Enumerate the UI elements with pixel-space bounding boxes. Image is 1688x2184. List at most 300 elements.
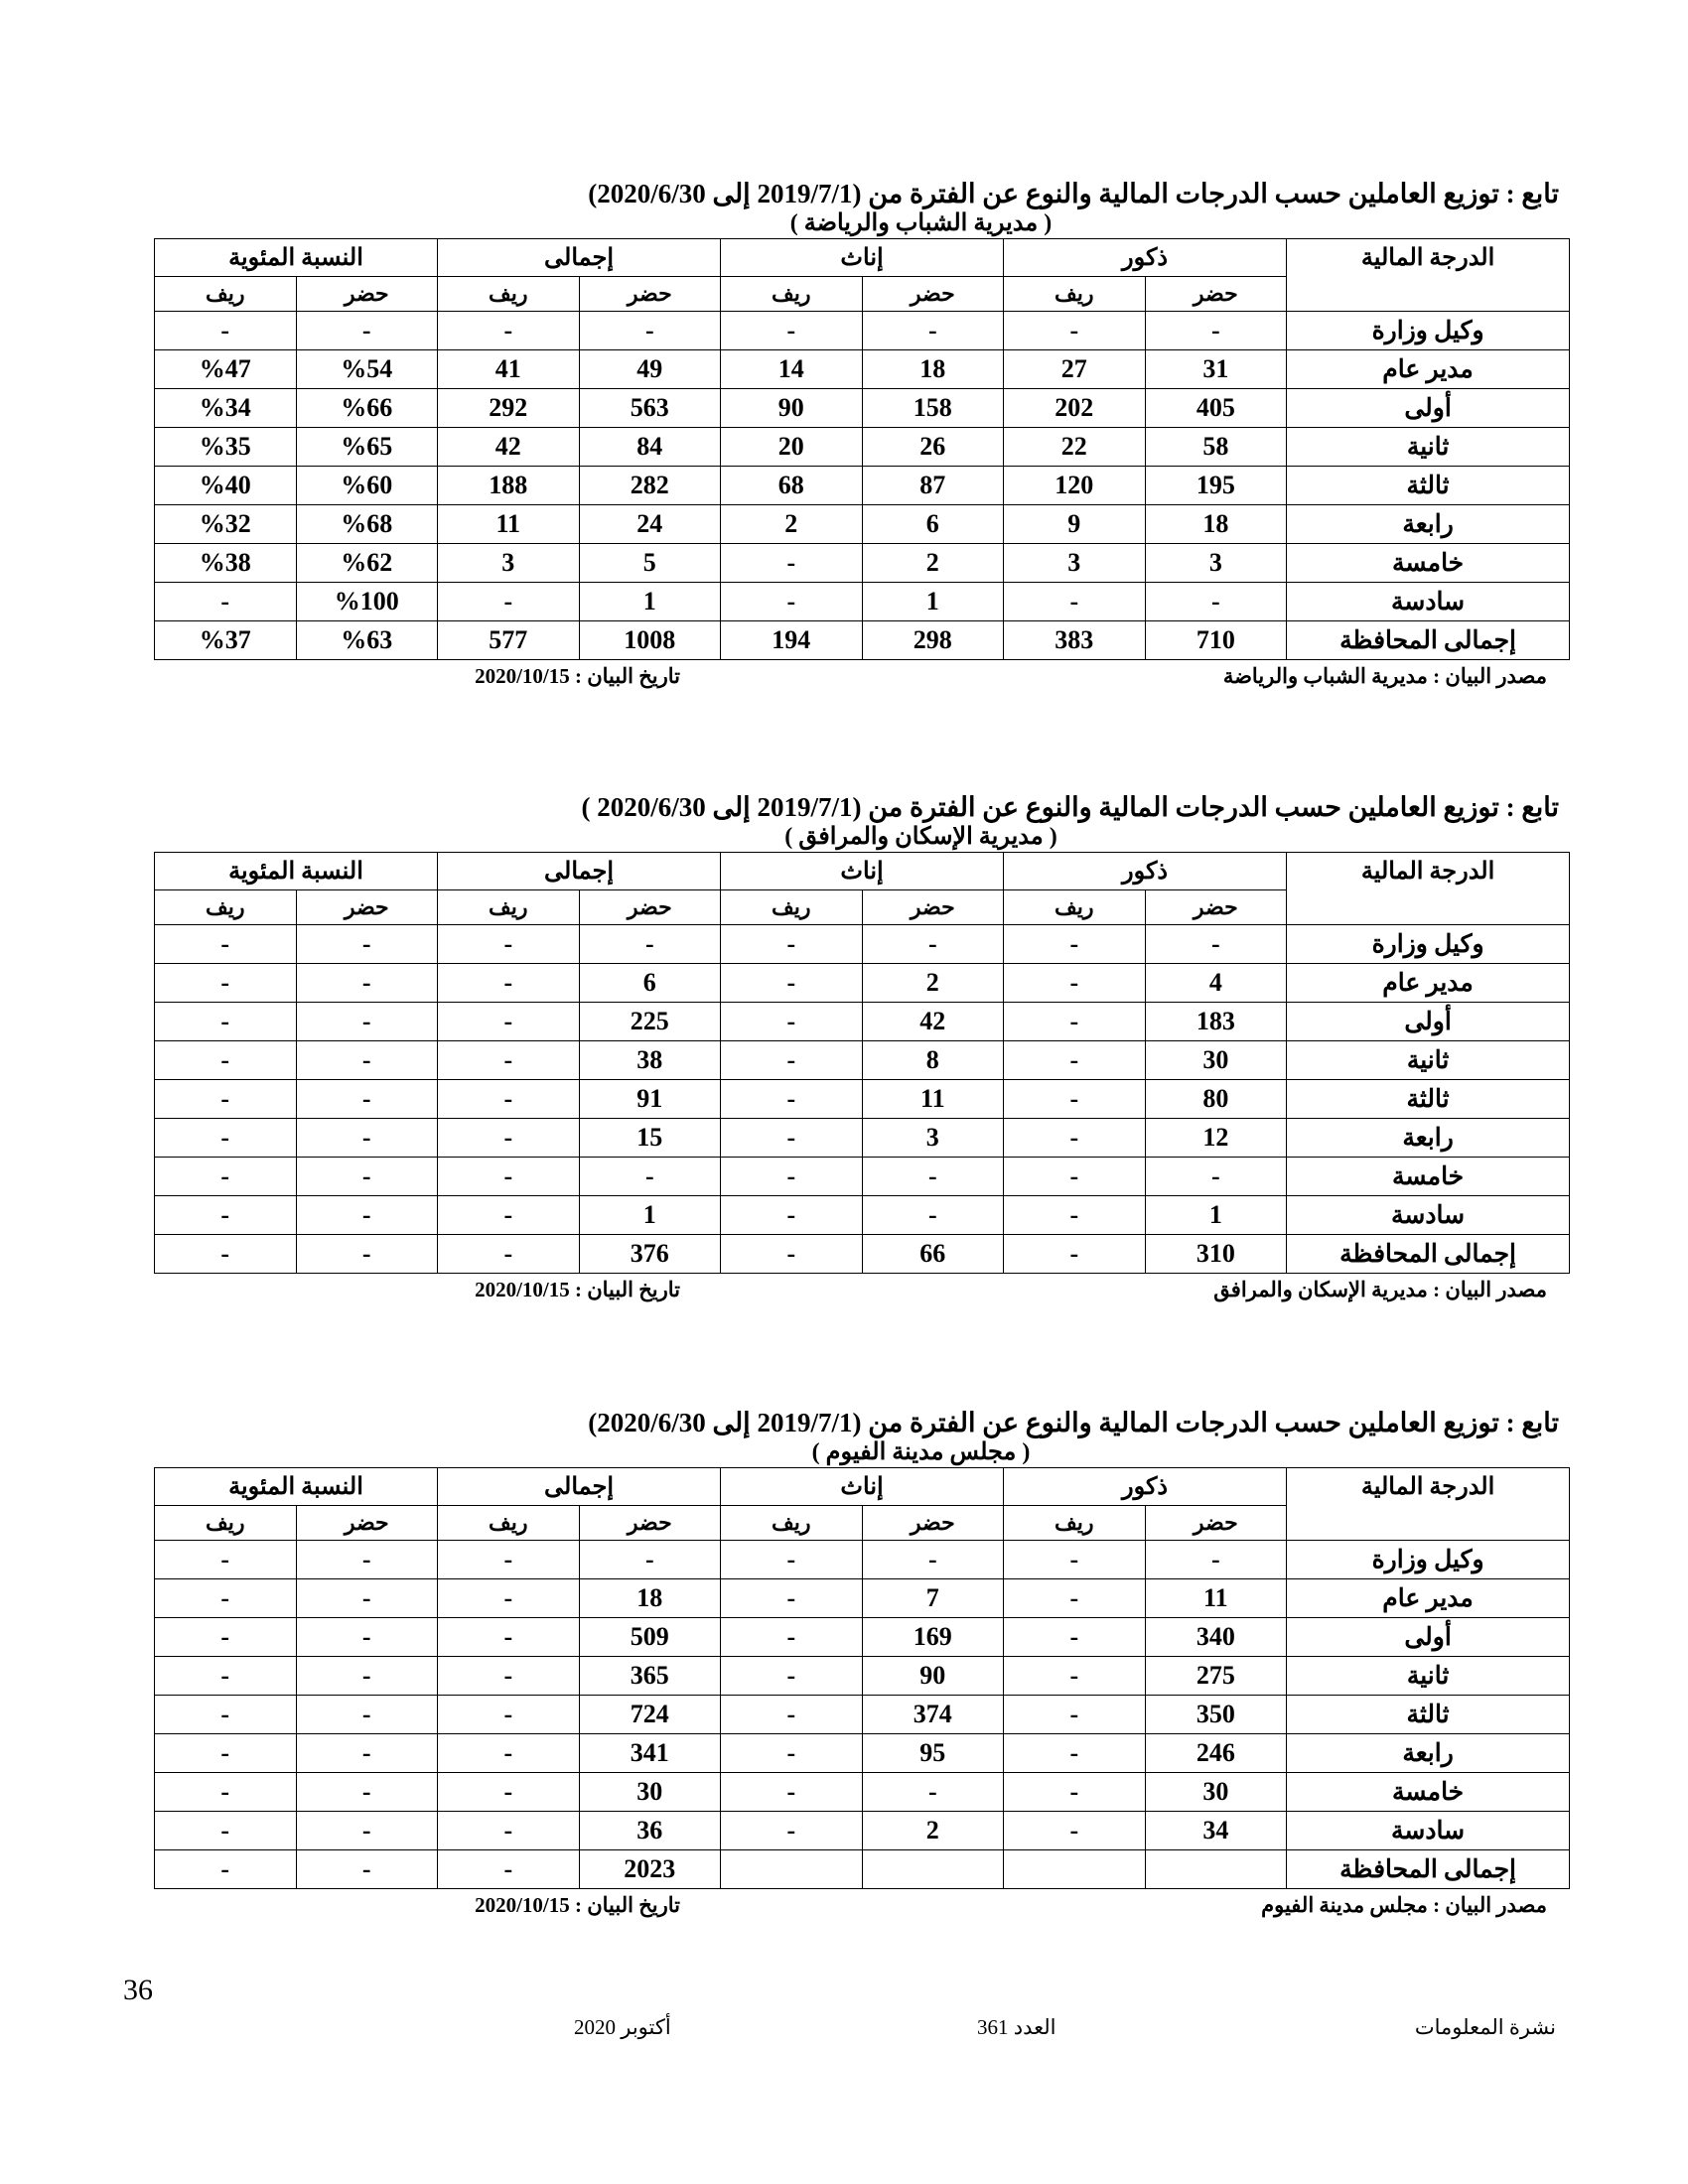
value-cell (862, 1850, 1004, 1889)
header-urban: حضر (579, 1506, 721, 1541)
value-cell: - (296, 1734, 438, 1773)
value-cell: - (721, 1734, 863, 1773)
value-cell: - (1004, 1734, 1146, 1773)
value-cell (721, 1850, 863, 1889)
footer-publication: نشرة المعلومات (1414, 2015, 1556, 2039)
grade-cell: سادسة (1287, 1196, 1570, 1235)
value-cell: 3 (1145, 544, 1287, 583)
grade-cell: ثانية (1287, 1657, 1570, 1696)
value-cell: - (296, 1850, 438, 1889)
page-number: 36 (123, 1974, 153, 2006)
value-cell: - (1145, 925, 1287, 964)
value-cell: %40 (155, 467, 297, 505)
header-females: إناث (721, 239, 1004, 277)
value-cell: - (155, 1850, 297, 1889)
value-cell: - (296, 1158, 438, 1196)
value-cell: - (438, 1235, 580, 1274)
table-row (155, 467, 1570, 505)
value-cell: - (438, 1618, 580, 1657)
value-cell: - (296, 1579, 438, 1618)
value-cell: 5 (579, 544, 721, 583)
value-cell: - (721, 1657, 863, 1696)
value-cell: 195 (1145, 467, 1287, 505)
value-cell: 405 (1145, 389, 1287, 428)
table-row (155, 1657, 1570, 1696)
value-cell: - (721, 925, 863, 964)
value-cell: - (721, 1003, 863, 1041)
value-cell: - (1004, 1541, 1146, 1579)
value-cell: 80 (1145, 1080, 1287, 1119)
value-cell: - (155, 1696, 297, 1734)
header-rural: ريف (721, 1506, 863, 1541)
header-males: ذكور (1004, 853, 1287, 890)
table-row (155, 1235, 1570, 1274)
grade-cell: مدير عام (1287, 1579, 1570, 1618)
grade-cell: ثالثة (1287, 1080, 1570, 1119)
grade-cell: مدير عام (1287, 350, 1570, 389)
value-cell: - (721, 1041, 863, 1080)
header-rural: ريف (438, 1506, 580, 1541)
grade-cell: سادسة (1287, 583, 1570, 621)
table-row (155, 312, 1570, 350)
value-cell: - (296, 1003, 438, 1041)
value-cell: 202 (1004, 389, 1146, 428)
value-cell: - (721, 1579, 863, 1618)
value-cell: - (1004, 1579, 1146, 1618)
value-cell: 376 (579, 1235, 721, 1274)
table-row (155, 925, 1570, 964)
value-cell: %63 (296, 621, 438, 660)
value-cell: 22 (1004, 428, 1146, 467)
header-grade: الدرجة المالية (1287, 853, 1570, 925)
value-cell: - (296, 1235, 438, 1274)
value-cell: 15 (579, 1119, 721, 1158)
value-cell: 341 (579, 1734, 721, 1773)
grade-cell: خامسة (1287, 1773, 1570, 1812)
header-urban: حضر (1145, 277, 1287, 312)
data-table (154, 852, 1570, 1274)
value-cell: 49 (579, 350, 721, 389)
value-cell: - (155, 583, 297, 621)
value-cell: 2 (862, 964, 1004, 1003)
header-males: ذكور (1004, 239, 1287, 277)
grade-cell: مدير عام (1287, 964, 1570, 1003)
footer-month: أكتوبر 2020 (574, 2015, 671, 2039)
table-row (155, 389, 1570, 428)
value-cell: %38 (155, 544, 297, 583)
value-cell: 20 (721, 428, 863, 467)
value-cell: %37 (155, 621, 297, 660)
value-cell: - (438, 1773, 580, 1812)
value-cell: - (721, 544, 863, 583)
data-date: تاريخ البيان : 2020/10/15 (475, 1893, 680, 1917)
value-cell: - (438, 1196, 580, 1235)
header-females: إناث (721, 1468, 1004, 1506)
value-cell: - (296, 1080, 438, 1119)
value-cell: - (1004, 1657, 1146, 1696)
value-cell: 225 (579, 1003, 721, 1041)
value-cell: 18 (579, 1579, 721, 1618)
header-rural: ريف (1004, 277, 1146, 312)
value-cell: 91 (579, 1080, 721, 1119)
value-cell: %60 (296, 467, 438, 505)
value-cell: 66 (862, 1235, 1004, 1274)
value-cell: - (296, 1196, 438, 1235)
value-cell: - (155, 925, 297, 964)
value-cell: 7 (862, 1579, 1004, 1618)
data-source: مصدر البيان : مجلس مدينة الفيوم (1261, 1893, 1547, 1917)
value-cell: 1 (579, 1196, 721, 1235)
value-cell: %100 (296, 583, 438, 621)
value-cell: - (438, 1734, 580, 1773)
header-rural: ريف (721, 277, 863, 312)
value-cell: - (721, 1618, 863, 1657)
table-row (155, 621, 1570, 660)
header-urban: حضر (862, 277, 1004, 312)
table-footer (154, 1274, 1569, 1307)
value-cell: - (296, 1041, 438, 1080)
value-cell: - (438, 1003, 580, 1041)
grade-cell: إجمالى المحافظة (1287, 1850, 1570, 1889)
table-row (155, 350, 1570, 389)
value-cell: - (862, 1541, 1004, 1579)
value-cell: - (438, 1657, 580, 1696)
value-cell: 90 (862, 1657, 1004, 1696)
value-cell: 3 (1004, 544, 1146, 583)
grade-cell: رابعة (1287, 505, 1570, 544)
value-cell: %66 (296, 389, 438, 428)
value-cell: - (1145, 1158, 1287, 1196)
value-cell: 282 (579, 467, 721, 505)
value-cell: - (721, 1196, 863, 1235)
value-cell: 9 (1004, 505, 1146, 544)
value-cell: - (155, 1773, 297, 1812)
value-cell: 31 (1145, 350, 1287, 389)
value-cell: - (1004, 1696, 1146, 1734)
value-cell: - (155, 964, 297, 1003)
table-row (155, 1773, 1570, 1812)
table-row (155, 1158, 1570, 1196)
value-cell: 12 (1145, 1119, 1287, 1158)
value-cell: - (296, 964, 438, 1003)
value-cell: - (155, 1812, 297, 1850)
value-cell: 383 (1004, 621, 1146, 660)
value-cell: - (721, 1158, 863, 1196)
value-cell: - (296, 1119, 438, 1158)
grade-cell: أولى (1287, 1003, 1570, 1041)
value-cell: - (155, 1080, 297, 1119)
value-cell: 18 (862, 350, 1004, 389)
header-males: ذكور (1004, 1468, 1287, 1506)
value-cell: - (721, 964, 863, 1003)
table-subtitle: ( مديرية الشباب والرياضة ) (789, 210, 1053, 236)
table-section-youth-sports (154, 177, 1569, 694)
value-cell: 41 (438, 350, 580, 389)
value-cell: - (1004, 1773, 1146, 1812)
value-cell: - (862, 1196, 1004, 1235)
value-cell: 42 (862, 1003, 1004, 1041)
value-cell: - (1004, 1080, 1146, 1119)
header-rural: ريف (155, 277, 297, 312)
header-grade: الدرجة المالية (1287, 1468, 1570, 1541)
value-cell: 340 (1145, 1618, 1287, 1657)
value-cell: - (155, 1235, 297, 1274)
value-cell (1145, 1850, 1287, 1889)
value-cell: - (1145, 583, 1287, 621)
value-cell: 34 (1145, 1812, 1287, 1850)
value-cell: 30 (579, 1773, 721, 1812)
header-urban: حضر (579, 890, 721, 925)
table-row (155, 583, 1570, 621)
grade-cell: إجمالى المحافظة (1287, 1235, 1570, 1274)
value-cell: - (438, 583, 580, 621)
table-row (155, 964, 1570, 1003)
value-cell: 2 (862, 544, 1004, 583)
grade-cell: خامسة (1287, 544, 1570, 583)
value-cell: - (721, 1080, 863, 1119)
value-cell: - (296, 1618, 438, 1657)
grade-cell: رابعة (1287, 1734, 1570, 1773)
data-source: مصدر البيان : مديرية الشباب والرياضة (1222, 664, 1547, 688)
value-cell: 3 (438, 544, 580, 583)
value-cell: - (1004, 1196, 1146, 1235)
grade-cell: أولى (1287, 389, 1570, 428)
value-cell: - (296, 925, 438, 964)
value-cell: 11 (862, 1080, 1004, 1119)
header-urban: حضر (296, 277, 438, 312)
table-subtitle: ( مديرية الإسكان والمرافق ) (784, 824, 1057, 850)
value-cell: - (1004, 925, 1146, 964)
value-cell: 24 (579, 505, 721, 544)
table-row (155, 1003, 1570, 1041)
value-cell: 158 (862, 389, 1004, 428)
header-rural: ريف (1004, 1506, 1146, 1541)
grade-cell: رابعة (1287, 1119, 1570, 1158)
header-urban: حضر (1145, 890, 1287, 925)
table-title: تابع : توزيع العاملين حسب الدرجات المالية والنوع عن الفترة من (2019/7/1 إلى 2020/6/30 ) (581, 792, 1559, 822)
header-rural: ريف (721, 890, 863, 925)
value-cell: 95 (862, 1734, 1004, 1773)
table-row (155, 505, 1570, 544)
table-section-fayoum-city-council (154, 1406, 1569, 1923)
value-cell: - (438, 1850, 580, 1889)
grade-cell: ثانية (1287, 1041, 1570, 1080)
value-cell: - (862, 925, 1004, 964)
value-cell: 6 (862, 505, 1004, 544)
value-cell: 292 (438, 389, 580, 428)
value-cell: 8 (862, 1041, 1004, 1080)
value-cell: - (1004, 1158, 1146, 1196)
value-cell: %54 (296, 350, 438, 389)
value-cell: 1 (862, 583, 1004, 621)
grade-cell: ثالثة (1287, 1696, 1570, 1734)
value-cell: - (438, 1158, 580, 1196)
value-cell: %47 (155, 350, 297, 389)
table-row (155, 1080, 1570, 1119)
value-cell: 11 (438, 505, 580, 544)
table-row (155, 1196, 1570, 1235)
value-cell: - (155, 1618, 297, 1657)
grade-cell: أولى (1287, 1618, 1570, 1657)
value-cell: - (579, 312, 721, 350)
value-cell: - (155, 1657, 297, 1696)
value-cell: - (438, 1119, 580, 1158)
header-urban: حضر (1145, 1506, 1287, 1541)
table-row (155, 1618, 1570, 1657)
header-percent: النسبة المئوية (155, 239, 438, 277)
header-total: إجمالى (438, 1468, 721, 1506)
footer-issue: العدد 361 (977, 2015, 1056, 2039)
table-footer (154, 1889, 1569, 1923)
value-cell: 169 (862, 1618, 1004, 1657)
value-cell: 1008 (579, 621, 721, 660)
table-row (155, 1812, 1570, 1850)
value-cell: 4 (1145, 964, 1287, 1003)
value-cell: - (155, 1003, 297, 1041)
value-cell: %65 (296, 428, 438, 467)
header-urban: حضر (296, 890, 438, 925)
table-row (155, 1696, 1570, 1734)
value-cell: 2 (862, 1812, 1004, 1850)
grade-cell: سادسة (1287, 1812, 1570, 1850)
grade-cell: إجمالى المحافظة (1287, 621, 1570, 660)
value-cell: - (579, 1541, 721, 1579)
value-cell: - (296, 1657, 438, 1696)
value-cell: - (862, 1773, 1004, 1812)
value-cell: 710 (1145, 621, 1287, 660)
value-cell: - (438, 1812, 580, 1850)
value-cell: - (155, 1579, 297, 1618)
value-cell: 18 (1145, 505, 1287, 544)
data-table (154, 1467, 1570, 1889)
value-cell: - (1145, 312, 1287, 350)
grade-cell: ثانية (1287, 428, 1570, 467)
value-cell: 2 (721, 505, 863, 544)
header-rural: ريف (155, 1506, 297, 1541)
value-cell: - (296, 1773, 438, 1812)
value-cell: - (155, 1541, 297, 1579)
value-cell: - (579, 925, 721, 964)
value-cell: 2023 (579, 1850, 721, 1889)
value-cell: - (438, 1541, 580, 1579)
value-cell: 374 (862, 1696, 1004, 1734)
header-percent: النسبة المئوية (155, 853, 438, 890)
header-rural: ريف (155, 890, 297, 925)
value-cell: - (438, 964, 580, 1003)
value-cell: - (296, 1812, 438, 1850)
value-cell: 194 (721, 621, 863, 660)
value-cell: 26 (862, 428, 1004, 467)
value-cell: 1 (1145, 1196, 1287, 1235)
value-cell: 36 (579, 1812, 721, 1850)
value-cell: - (1004, 312, 1146, 350)
grade-cell: ثالثة (1287, 467, 1570, 505)
value-cell: 30 (1145, 1773, 1287, 1812)
value-cell: 58 (1145, 428, 1287, 467)
value-cell: - (155, 1734, 297, 1773)
value-cell: - (438, 1041, 580, 1080)
table-row (155, 544, 1570, 583)
value-cell: - (1145, 1541, 1287, 1579)
table-row (155, 428, 1570, 467)
value-cell: - (1004, 964, 1146, 1003)
value-cell: - (438, 1696, 580, 1734)
value-cell: 27 (1004, 350, 1146, 389)
value-cell: - (721, 1541, 863, 1579)
table-row (155, 1850, 1570, 1889)
header-grade: الدرجة المالية (1287, 239, 1570, 312)
value-cell: 577 (438, 621, 580, 660)
value-cell: - (721, 312, 863, 350)
value-cell: - (155, 1158, 297, 1196)
header-total: إجمالى (438, 853, 721, 890)
value-cell: 1 (579, 583, 721, 621)
value-cell: - (721, 1119, 863, 1158)
value-cell: 246 (1145, 1734, 1287, 1773)
table-title: تابع : توزيع العاملين حسب الدرجات المالية والنوع عن الفترة من (2019/7/1 إلى 2020/6/30) (588, 179, 1559, 208)
value-cell: %62 (296, 544, 438, 583)
value-cell: 14 (721, 350, 863, 389)
value-cell: 3 (862, 1119, 1004, 1158)
value-cell: - (296, 1696, 438, 1734)
grade-cell: خامسة (1287, 1158, 1570, 1196)
value-cell: 11 (1145, 1579, 1287, 1618)
grade-cell: وكيل وزارة (1287, 925, 1570, 964)
value-cell: - (1004, 1235, 1146, 1274)
value-cell: 724 (579, 1696, 721, 1734)
header-rural: ريف (438, 277, 580, 312)
value-cell: 6 (579, 964, 721, 1003)
value-cell: 120 (1004, 467, 1146, 505)
value-cell: - (438, 925, 580, 964)
header-urban: حضر (862, 1506, 1004, 1541)
header-percent: النسبة المئوية (155, 1468, 438, 1506)
value-cell: - (721, 583, 863, 621)
header-total: إجمالى (438, 239, 721, 277)
value-cell: - (1004, 1119, 1146, 1158)
header-rural: ريف (438, 890, 580, 925)
header-rural: ريف (1004, 890, 1146, 925)
value-cell: 365 (579, 1657, 721, 1696)
table-row (155, 1119, 1570, 1158)
value-cell: %34 (155, 389, 297, 428)
value-cell: 298 (862, 621, 1004, 660)
value-cell: - (155, 1196, 297, 1235)
value-cell: - (721, 1696, 863, 1734)
value-cell: 509 (579, 1618, 721, 1657)
header-urban: حضر (862, 890, 1004, 925)
value-cell: 275 (1145, 1657, 1287, 1696)
table-title: تابع : توزيع العاملين حسب الدرجات المالية والنوع عن الفترة من (2019/7/1 إلى 2020/6/30) (588, 1408, 1559, 1437)
value-cell (1004, 1850, 1146, 1889)
value-cell: - (721, 1235, 863, 1274)
value-cell: - (296, 312, 438, 350)
value-cell: 42 (438, 428, 580, 467)
value-cell: %68 (296, 505, 438, 544)
value-cell: - (862, 1158, 1004, 1196)
value-cell: 350 (1145, 1696, 1287, 1734)
value-cell: - (1004, 1812, 1146, 1850)
value-cell: 68 (721, 467, 863, 505)
value-cell: 38 (579, 1041, 721, 1080)
value-cell: - (1004, 1618, 1146, 1657)
header-urban: حضر (579, 277, 721, 312)
table-footer (154, 660, 1569, 694)
data-date: تاريخ البيان : 2020/10/15 (475, 1278, 680, 1301)
grade-cell: وكيل وزارة (1287, 1541, 1570, 1579)
data-date: تاريخ البيان : 2020/10/15 (475, 664, 680, 688)
value-cell: 310 (1145, 1235, 1287, 1274)
